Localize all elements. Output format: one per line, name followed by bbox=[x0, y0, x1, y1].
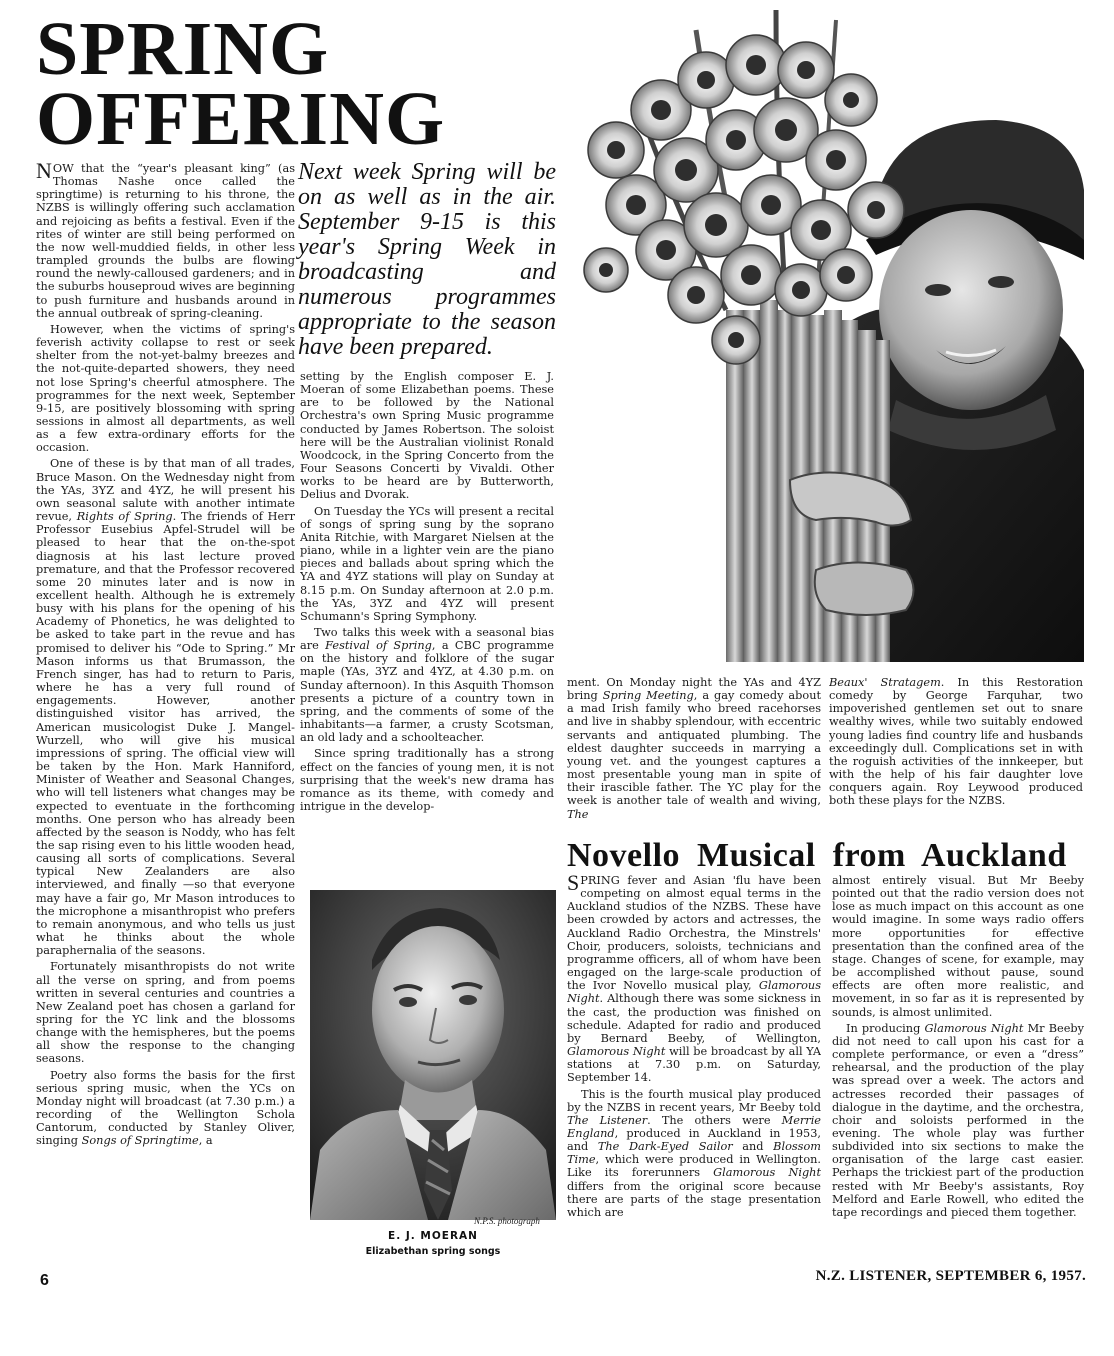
article-column-5 bbox=[567, 874, 821, 1260]
photo-portrait-moeran bbox=[310, 890, 556, 1220]
paragraph: This is the fourth musical play produced by the NZBS in recent years, Mr Beeby told The Listener. The others were Merrie England, produced in Auckland in 1953, and The Dark-Eyed Sailor and Blossom Time, which were produced in Wellington. Like its forerunners Glamorous Night differs from the original score because there are parts of the stage presentation which are bbox=[567, 1087, 821, 1219]
photo-caption-name: E. J. MOERAN bbox=[388, 1230, 478, 1242]
standfirst: Next week Spring will be on as well as in the air. September 9-15 is this year's Spring Week in broadcasting and numerous programmes appropriate to the season have been prepared. bbox=[298, 159, 556, 360]
programme-title: Glamorous Night bbox=[713, 1166, 821, 1180]
section-headline: Novello Musical from Auckland bbox=[567, 837, 1067, 874]
publication-title: The Listener bbox=[567, 1113, 648, 1127]
masthead-footer: N.Z. LISTENER, SEPTEMBER 6, 1957. bbox=[815, 1268, 1086, 1284]
programme-title: Merrie England bbox=[567, 1113, 821, 1140]
programme-title: Spring Meeting bbox=[602, 689, 694, 703]
headline-line-1: SPRING bbox=[36, 7, 330, 91]
page-number: 6 bbox=[40, 1272, 49, 1289]
photo-caption-subtitle: Elizabethan spring songs bbox=[365, 1246, 501, 1257]
paragraph: Poetry also forms the basis for the first serious spring music, when the YCs on Monday night will broadcast (at 7.30 p.m.) a recording of the Wellington Schola Cantorum, conducted by Stanley Oliver, singing Songs of Springtime, a bbox=[36, 1068, 295, 1148]
programme-title: Glamorous Night bbox=[567, 979, 821, 1006]
drop-cap: S bbox=[567, 874, 580, 895]
paragraph: On Tuesday the YCs will present a recital of songs of spring sung by the soprano Anita Ritchie, with Margaret Nielsen at the piano, while in a lighter vein are the piano pieces and ballads about spring which the YA and 4YZ stations will play on Sunday at 8.15 p.m. On Sunday afternoon at 2.0 p.m. the YAs, 3YZ and 4YZ will present Schumann's Spring Symphony. bbox=[300, 504, 554, 623]
paragraph: Beaux' Stratagem. In this Restoration comedy by George Farquhar, two impoverished gentlemen set out to snare wealthy wives, while two suitably endowed young ladies find country life and husbands exceedingly dull. Complications set in with the roguish activities of the innkeeper, but with the help of his fair daughter love conquers again. Roy Leywood produced both these plays for the NZBS. bbox=[829, 676, 1083, 808]
headline bbox=[36, 7, 576, 161]
programme-title: Glamorous Night bbox=[924, 1021, 1024, 1035]
paragraph: setting by the English composer E. J. Moeran of some Elizabethan poems. These are to be followed by the National Orchestra's own Spring Music programme conducted by James Robertson. The soloist here will be the Australian violinist Ronald Woodcock, in the Spring Concerto from the Four Seasons Concerti by Vivaldi. Other works to be heard are by Butterworth, Delius and Dvorak. bbox=[300, 370, 554, 502]
article-column-6 bbox=[832, 874, 1084, 1260]
programme-title: Blossom Time bbox=[567, 1140, 821, 1167]
paragraph: One of these is by that man of all trades, Bruce Mason. On the Wednesday night from the YAs, 3YZ and 4YZ, he will present his own seasonal salute with another intimate revue, Rights of Spring. The friends of Herr Professor Eusebius Apfel-Strudel will be pleased to hear that the on-the-spot diagnosis at his last lecture proved premature, and that the Professor recovered some 20 minutes later and is now in excellent health. Although he is extremely busy with his plans for the opening of his Academy of Phonetics, he was delighted to be asked to take part in the revue and has promised to deliver his “Ode to Spring.” Mr Mason informs us that Brumasson, the French singer, has had to return to Paris, where he has a very full round of engagements. However, another distinguished visitor has arrived, the American musicologist Duke J. Mangel-Wurzell, who will give his musical impressions of spring. The official view will be taken by the Hon. Mark Hanniford, Minister of Weather and Seasonal Changes, who will tell listeners what changes may be expected to eventuate in the forthcoming months. One person who has already been affected by the season is Noddy, who has felt the sap rising even to his little wooden head, causing all sorts of complications. Several typical New Zealanders are also interviewed, and finally —so that everyone may have a fair go, Mr Mason introduces to the microphone a misanthropist who prefers to remain anonymous, and who tells us just what he thinks about the whole paraphernalia of the seasons. bbox=[36, 457, 295, 958]
paragraph: However, when the victims of spring's feverish activity collapse to rest or seek shelter from the not-yet-balmy breezes and the not-quite-departed showers, they need not lose Spring's cheerful atmosphere. The programmes for the next week, September 9-15, are positively blossoming with spring sessions in almost all departments, as well as a few extra-ordinary efforts for the occasion. bbox=[36, 322, 295, 455]
programme-title: Songs of Springtime bbox=[81, 1134, 199, 1148]
programme-title: Festival of Spring bbox=[325, 639, 432, 653]
article-column-3 bbox=[567, 676, 821, 834]
paragraph: SPRING fever and Asian 'flu have been competing on almost equal terms in the Auckland studios of the NZBS. These have been crowded by actors and actresses, the Auckland Radio Orchestra, the Minstrels' Choir, producers, soloists, technicians and programme officers, all of whom have been engaged on the large-scale production of the Ivor Novello musical play, Glamorous Night. Although there was some sickness in the cast, the production was finished on schedule. Adapted for radio and produced by Bernard Beeby, of Wellington, Glamorous Night will be broadcast by all YA stations at 7.30 p.m. on Saturday, September 14. bbox=[567, 874, 821, 1085]
paragraph: Two talks this week with a seasonal bias are Festival of Spring, a CBC programme on the history and folklore of the sugar maple (YAs, 3YZ and 4YZ, at 4.30 p.m. on Sunday afternoon). In this Asquith Thomson presents a picture of a country town in spring, and the comments of some of the inhabitants—a farmer, a crusty Scotsman, an old lady and a schoolteacher. bbox=[300, 625, 554, 745]
article-column-1 bbox=[36, 162, 295, 1272]
paragraph: almost entirely visual. But Mr Beeby pointed out that the radio version does not lose as much impact on this account as one would imagine. In some ways radio offers more opportunities for effective presentation than the confined area of the stage. Changes of scene, for example, may be accomplished without pause, sound effects are often more realistic, and movement, in so far as it is represented by sounds, is almost unlimited. bbox=[832, 874, 1084, 1019]
paragraph: Since spring traditionally has a strong effect on the fancies of young men, it is not surprising that the week's new drama has romance as its theme, with comedy and intrigue in the develop- bbox=[300, 747, 554, 813]
programme-title: Glamorous Night bbox=[567, 1045, 666, 1059]
drop-cap: N bbox=[36, 162, 52, 183]
programme-title: The Dark-Eyed Sailor bbox=[597, 1140, 733, 1154]
paragraph: Fortunately misanthropists do not write all the verse on spring, and from poems written in several centuries and countries a New Zealand poet has chosen a garland for spring for the YC link and the blossoms change with the hemispheres, but the poems all show the response to the changing seasons. bbox=[36, 960, 295, 1066]
photo-credit: N.P.S. photograph bbox=[474, 1216, 540, 1226]
programme-title: Beaux' Stratagem bbox=[829, 676, 941, 689]
paragraph: NOW that the “year's pleasant king” (as Thomas Nashe once called the springtime) is returning to his throne, the NZBS is willingly offering such acclamation and rejoicing as befits a festival. Even if the rites of winter are still being performed on the now well-muddied fields, in other less trampled grounds the bulbs are flowing round the newly-calloused gardeners; and in the suburbs houseproud wives are beginning to push furniture and husbands around in the annual outbreak of spring-cleaning. bbox=[36, 162, 295, 320]
headline-line-2: OFFERING bbox=[36, 77, 446, 161]
article-column-2 bbox=[300, 370, 554, 882]
paragraph: In producing Glamorous Night Mr Beeby did not need to call upon his cast for a complete performance, or even a “dress” rehearsal, and the production of the play was spread over a week. The actors and actresses recorded their passages of dialogue in the daytime, and the orchestra, choir and soloists performed in the evening. The whole play was further subdivided into six sections to make the organisation of the large cast easier. Perhaps the trickiest part of the production rested with Mr Beeby's assistants, Roy Melford and Earle Rowell, who edited the tape recordings and pieced them together. bbox=[832, 1021, 1084, 1219]
article-column-4 bbox=[829, 676, 1083, 834]
programme-title: The bbox=[567, 807, 589, 821]
photo-boy-with-daffodils bbox=[576, 10, 1084, 662]
programme-title: Rights of Spring bbox=[76, 510, 173, 524]
paragraph: ment. On Monday night the YAs and 4YZ bring Spring Meeting, a gay comedy about a mad Irish family who breed racehorses and live in shabby splendour, with eccentric servants and antiquated plumbing. The eldest daughter succeeds in marrying a young vet. and the youngest captures a most presentable young man in spite of their irascible father. The YC play for the week is another tale of wealth and wiving, The bbox=[567, 676, 821, 821]
